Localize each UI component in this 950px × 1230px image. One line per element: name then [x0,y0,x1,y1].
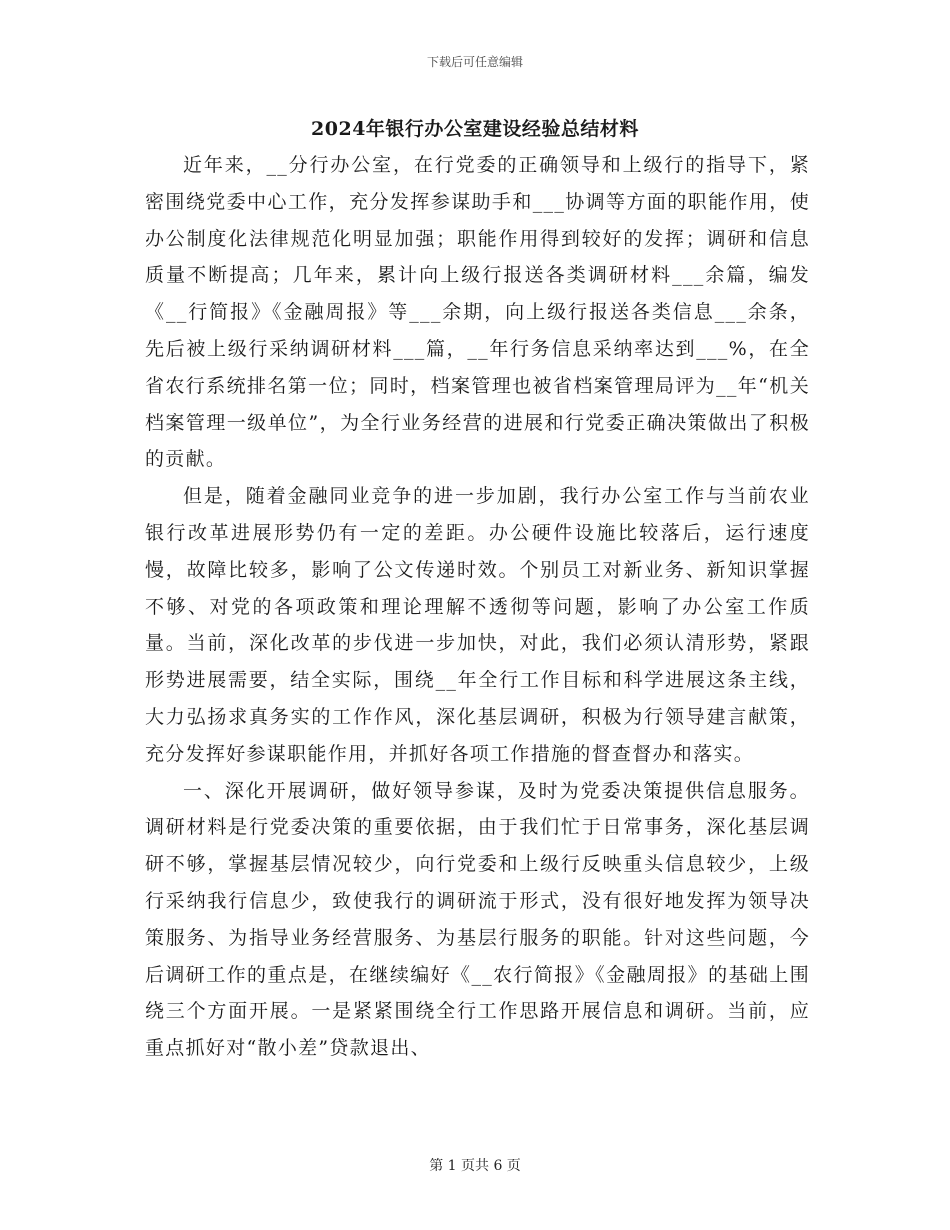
document-body [145,147,810,1067]
paragraph-3: 一、深化开展调研，做好领导参谋，及时为党委决策提供信息服务。调研材料是行党委决策的重要依据，由于我们忙于日常事务，深化基层调研不够，掌握基层情况较少，向行党委和上级行反映重头信息较少，上级行采纳我行信息少，致使我行的调研流于形式，没有很好地发挥为领导决策服务、为指导业务经营服务、为基层行服务的职能。针对这些问题，今后调研工作的重点是，在继续编好《__农行简报》《金融周报》的基础上围绕三个方面开展。一是紧紧围绕全行工作思路开展信息和调研。当前，应重点抓好对“散小差”贷款退出、 [145,779,810,1060]
page-number: 第 1 页共 6 页 [429,1158,521,1174]
paragraph-1: 近年来，__分行办公室，在行党委的正确领导和上级行的指导下，紧密围绕党委中心工作，充分发挥参谋助手和___协调等方面的职能作用，使办公制度化法律规范化明显加强；职能作用得到较好的发挥；调研和信息质量不断提高；几年来，累计向上级行报送各类调研材料___余篇，编发《__行简报》《金融周报》等___余期，向上级行报送各类信息___余条，先后被上级行采纳调研材料___篇，__年行务信息采纳率达到___%，在全省农行系统排名第一位；同时，档案管理也被省档案管理局评为__年“机关档案管理一级单位”，为全行业务经营的进展和行党委正确决策做出了积极的贡献。 [145,154,810,471]
page-header-note: 下载后可任意编辑 [426,55,523,69]
paragraph-2: 但是，随着金融同业竞争的进一步加剧，我行办公室工作与当前农业银行改革进展形势仍有一定的差距。办公硬件设施比较落后，运行速度慢，故障比较多，影响了公文传递时效。个别员工对新业务、新知识掌握不够、对党的各项政策和理论理解不透彻等问题，影响了办公室工作质量。当前，深化改革的步伐进一步加快，对此，我们必须认清形势，紧跟形势进展需要，结全实际，围绕__年全行工作目标和科学进展这条主线，大力弘扬求真务实的工作作风，深化基层调研，积极为行领导建言献策，充分发挥好参谋职能作用，并抓好各项工作措施的督查督办和落实。 [145,485,810,765]
document-title: 2024年银行办公室建设经验总结材料 [311,118,639,140]
